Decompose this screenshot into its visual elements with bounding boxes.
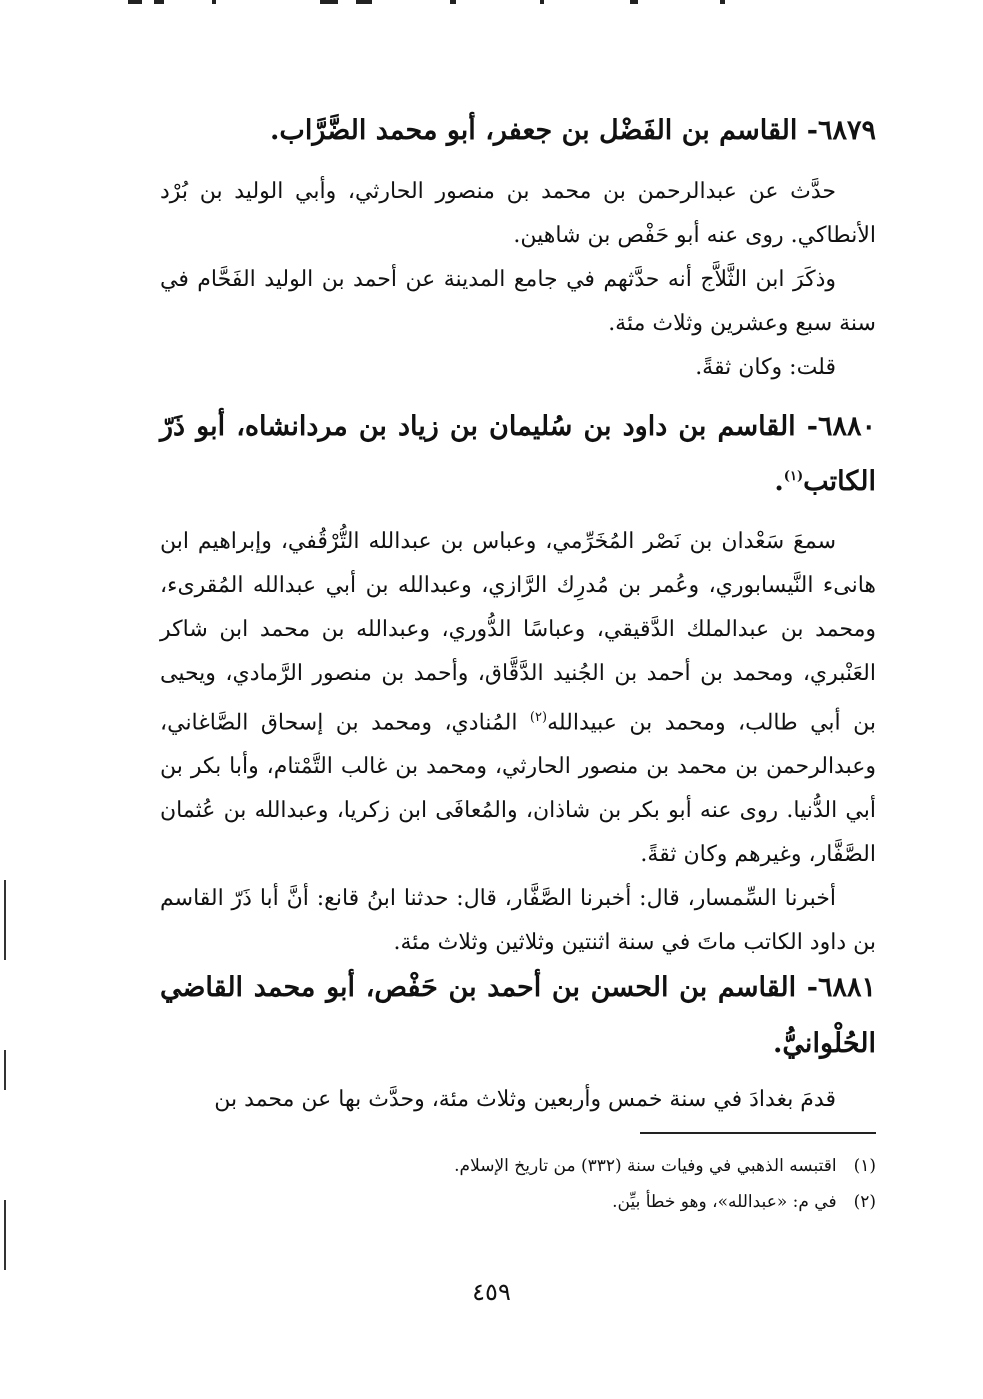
footnote-text: في م: «عبدالله»، وهو خطأ بيِّن.	[612, 1192, 837, 1212]
entry-6880-body	[160, 520, 876, 965]
scan-artifact-edge	[4, 1050, 6, 1090]
entry-paragraph: وذكَرَ ابن الثَّلاَّج أنه حدَّثهم في جامع المدينة عن أحمد بن الوليد الفَحَّام في سنة سبع وعشرين وثلاث مئة.	[160, 267, 876, 336]
entry-paragraph: قلت: وكان ثقةً.	[695, 355, 836, 380]
footnote	[300, 1184, 876, 1220]
entry-6881	[160, 960, 876, 1072]
entry-heading: ٦٨٧٩- القاسم بن الفَضْل بن جعفر، أبو محمد الضَّرَّاب.	[270, 115, 876, 146]
entry-paragraph-text: المُنادي، ومحمد بن إسحاق الصَّاغاني، وعبدالرحمن بن محمد بن منصور الحارثي، ومحمد بن غالب التَّمْتام، وأبا بكر بن أبي الدُّنيا. روى عنه أبو بكر بن شاذان، والمُعافَى ابن زكريا، وعبدالله بن عُثمان الصَّفَّار، وغيرهم وكان ثقةً.	[160, 710, 876, 868]
entry-paragraph-text: سمعَ سَعْدان بن نَصْر المُخَرِّمي، وعباس بن عبدالله التُّرْقُفي، وإبراهيم ابن هانىء النَّيسابوري، وعُمر بن مُدرِك الرَّازي، وعبدالله بن أبي عبدالله المُقرىء، ومحمد بن عبدالملك الدَّقيقي، وعباسًا الدُّوري، وعبدالله بن محمد ابن شاكر العَنْبري، ومحمد بن أحمد بن الجُنيد الدَّقَّاق، وأحمد بن منصور الرَّمادي، ويحيى بن أبي طالب، ومحمد بن عبيدالله	[160, 529, 876, 736]
entry-paragraph: أخبرنا السِّمسار، قال: أخبرنا الصَّفَّار، قال: حدثنا ابنُ قانع: أنَّ أبا ذَرّ القاسم بن داود الكاتب ماتَ في سنة اثنتين وثلاثين وثلاث مئة.	[160, 886, 876, 956]
footnote-number: (١)	[853, 1156, 876, 1176]
scan-artifact-edge	[4, 880, 6, 960]
scan-artifact-top	[120, 0, 760, 8]
entry-heading-end: .	[774, 466, 784, 497]
footnote-divider	[640, 1132, 876, 1134]
footnote-ref: (١)	[783, 469, 804, 484]
entry-heading-text: ٦٨٨٠- القاسم بن داود بن سُليمان بن زياد بن مردانشاه، أبو ذَرّ الكاتب	[160, 411, 876, 497]
entry-6879	[160, 106, 876, 156]
entry-paragraph	[160, 520, 876, 877]
entry-6881-body	[160, 1078, 876, 1122]
footnote-text: اقتبسه الذهبي في وفيات سنة (٣٣٢) من تاريخ الإسلام.	[454, 1156, 837, 1176]
entry-heading	[160, 402, 876, 507]
entry-6879-body	[160, 170, 876, 390]
footnote	[300, 1148, 876, 1184]
page-number: ٤٥٩	[472, 1278, 511, 1306]
footnote-ref: (٢)	[529, 710, 548, 725]
entry-6880	[160, 402, 876, 507]
entry-paragraph: قدمَ بغدادَ في سنة خمس وأربعين وثلاث مئة، وحدَّث بها عن محمد بن	[214, 1087, 836, 1112]
footnotes	[300, 1148, 876, 1220]
scan-artifact-edge	[4, 1200, 6, 1270]
entry-paragraph: حدَّث عن عبدالرحمن بن محمد بن منصور الحارثي، وأبي الوليد بن بُرْد الأنطاكي. روى عنه أبو حَفْص بن شاهين.	[160, 179, 876, 248]
footnote-number: (٢)	[853, 1192, 876, 1212]
entry-heading: ٦٨٨١- القاسم بن الحسن بن أحمد بن حَفْص، أبو محمد القاضي الحُلْوانيُّ.	[160, 972, 876, 1059]
